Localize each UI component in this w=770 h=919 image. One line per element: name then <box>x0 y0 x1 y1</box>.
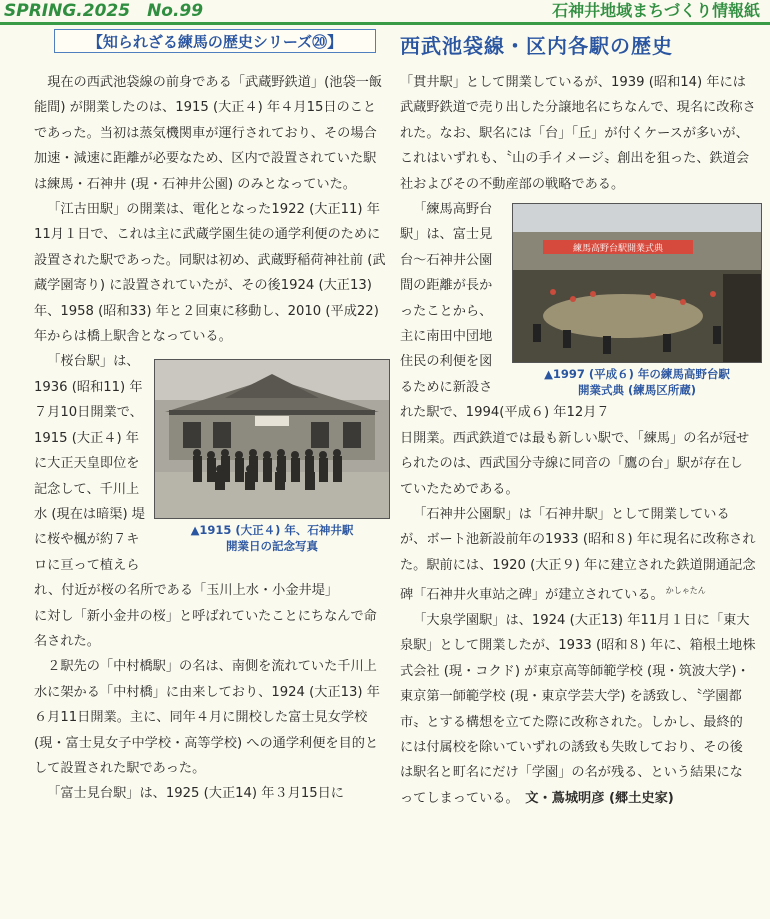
ceremony-sign-text: 練馬高野台駅開業式典 <box>572 244 664 255</box>
paragraph: 「貫井駅」として開業しているが、1939 (昭和14) 年には武蔵野鉄道で売り出した分譲地名にちなんで、現名に改称された。なお、駅名には「台」「丘」が付くケースが多いが、これはいずれも、〝山の手イメージ〟創出を狙った、鉄道会社およびその不動産部の戦略である。 <box>400 75 756 192</box>
historic-photo <box>154 359 390 519</box>
paragraph: 日開業。西武鉄道では最も新しい駅で、「練馬」の名が冠せられたのは、西武国分寺線に同音の「鷹の台」駅が存在していたためである。 <box>400 430 750 497</box>
header-rule <box>0 22 770 25</box>
article-column-right <box>400 70 756 811</box>
paragraph <box>400 502 756 608</box>
photo-ishigamii-station-1915 <box>154 359 390 554</box>
paragraph: 「江古田駅」の開業は、電化となった1922 (大正11) 年11月１日で、これは主に武蔵学園生徒の通学利便のために設置された駅であった。同駅は初め、武蔵野稲荷神社前 (武蔵学園寄り) に設置されていたが、その後1924 (大正13) 年、1958 (昭和33) 年と２回東に移動し、2010 (平成22) 年からは橋上駅舎となっている。 <box>34 202 386 345</box>
caption-line: 開業日の記念写真 <box>226 539 318 554</box>
station-photo-illustration <box>155 360 389 518</box>
paragraph: 現在の西武池袋線の前身である「武蔵野鉄道」(池袋一飯能間) が開業したのは、1915 (大正４) 年４月15日のことであった。当初は蒸気機関車が運行されており、その場合加速・減速に距離が必要なため、区内で設置されていた駅は練馬・石神井 (現・石神井公園) のみとなっていた。 <box>34 75 383 192</box>
article-column-left <box>34 70 386 807</box>
paragraph: 「富士見台駅」は、1925 (大正14) 年３月15日に <box>47 786 344 802</box>
caption-line: 開業式典 (練馬区所蔵) <box>577 383 696 398</box>
issue-label: SPRING.2025 No.99 <box>4 1 204 21</box>
paragraph: 「練馬高野台駅」は、富士見台～石神井公園間の距離が長かったことから、主に南田中団地住民の利便を図るために新設された駅で、1994(平成６) 年12月７ <box>400 202 610 421</box>
series-title: 【知られざる練馬の歴史シリーズ⑳】 <box>54 29 376 53</box>
paragraph: に対し「新小金井の桜」と呼ばれていたことにちなんで命名された。 <box>34 608 377 649</box>
ruby-annotation: かしゃたん <box>665 586 706 596</box>
historic-photo <box>512 203 762 363</box>
caption-line: ▲1997 (平成６) 年の練馬高野台駅 <box>544 367 730 382</box>
author-signature <box>512 791 674 806</box>
article-headline: 西武池袋線・区内各駅の歴史 <box>400 34 673 58</box>
paragraph-text: 「大泉学園駅」は、1924 (大正13) 年11月１日に「東大泉駅」として開業したが、1933 (昭和８) 年に、箱根土地株式会社 (現・コクド) が東京高等師範学校 (現・筑波大学)・東京第一師範学校 (現・東京学芸大学) を誘致し、〝学園都市〟とする構想を立てた際に改称された。しかし、最終的には付属校を除いていずれの誘致も失敗しており、その後は駅名と町名にだけ「学園」の名が残る、という結果になってしまっている。 <box>400 612 756 806</box>
paragraph: 「桜台駅」は、1936 (昭和11) 年７月10日開業で、1915 (大正４) 年に大正天皇即位を記念して、千川上水 (現在は暗渠) 堤に桜や楓が約７キロに亘って植えられ、付近が桜の名所である「玉川上水・小金井堤」 <box>34 354 339 599</box>
masthead-title: 石神井地域まちづくり情報紙 <box>552 1 760 20</box>
paragraph-text: 「石神井公園駅」は「石神井駅」として開業しているが、ボート池新設前年の1933 (昭和８) 年に現名に改称された。駅前には、1920 (大正９) 年に建立された鉄道開通記念碑「石神井火車站之碑」が建立されている。 <box>400 506 756 603</box>
ceremony-photo-illustration <box>513 204 761 362</box>
caption-line: ▲1915 (大正４) 年、石神井駅 <box>190 523 354 538</box>
paragraph <box>400 608 756 811</box>
photo-nerima-takanodai-ceremony <box>512 203 762 398</box>
signature-text: 文・蔦城明彦 (郷土史家) <box>525 790 674 806</box>
photo-caption <box>154 522 390 554</box>
paragraph: ２駅先の「中村橋駅」の名は、南側を流れていた千川上水に架かる「中村橋」に由来しており、1924 (大正13) 年６月11日開業。主に、同年４月に開校した富士見女学校 (現・富士見女子中学校・高等学校) への通学利便を目的として設置された駅であった。 <box>34 659 380 776</box>
photo-caption <box>512 366 762 398</box>
